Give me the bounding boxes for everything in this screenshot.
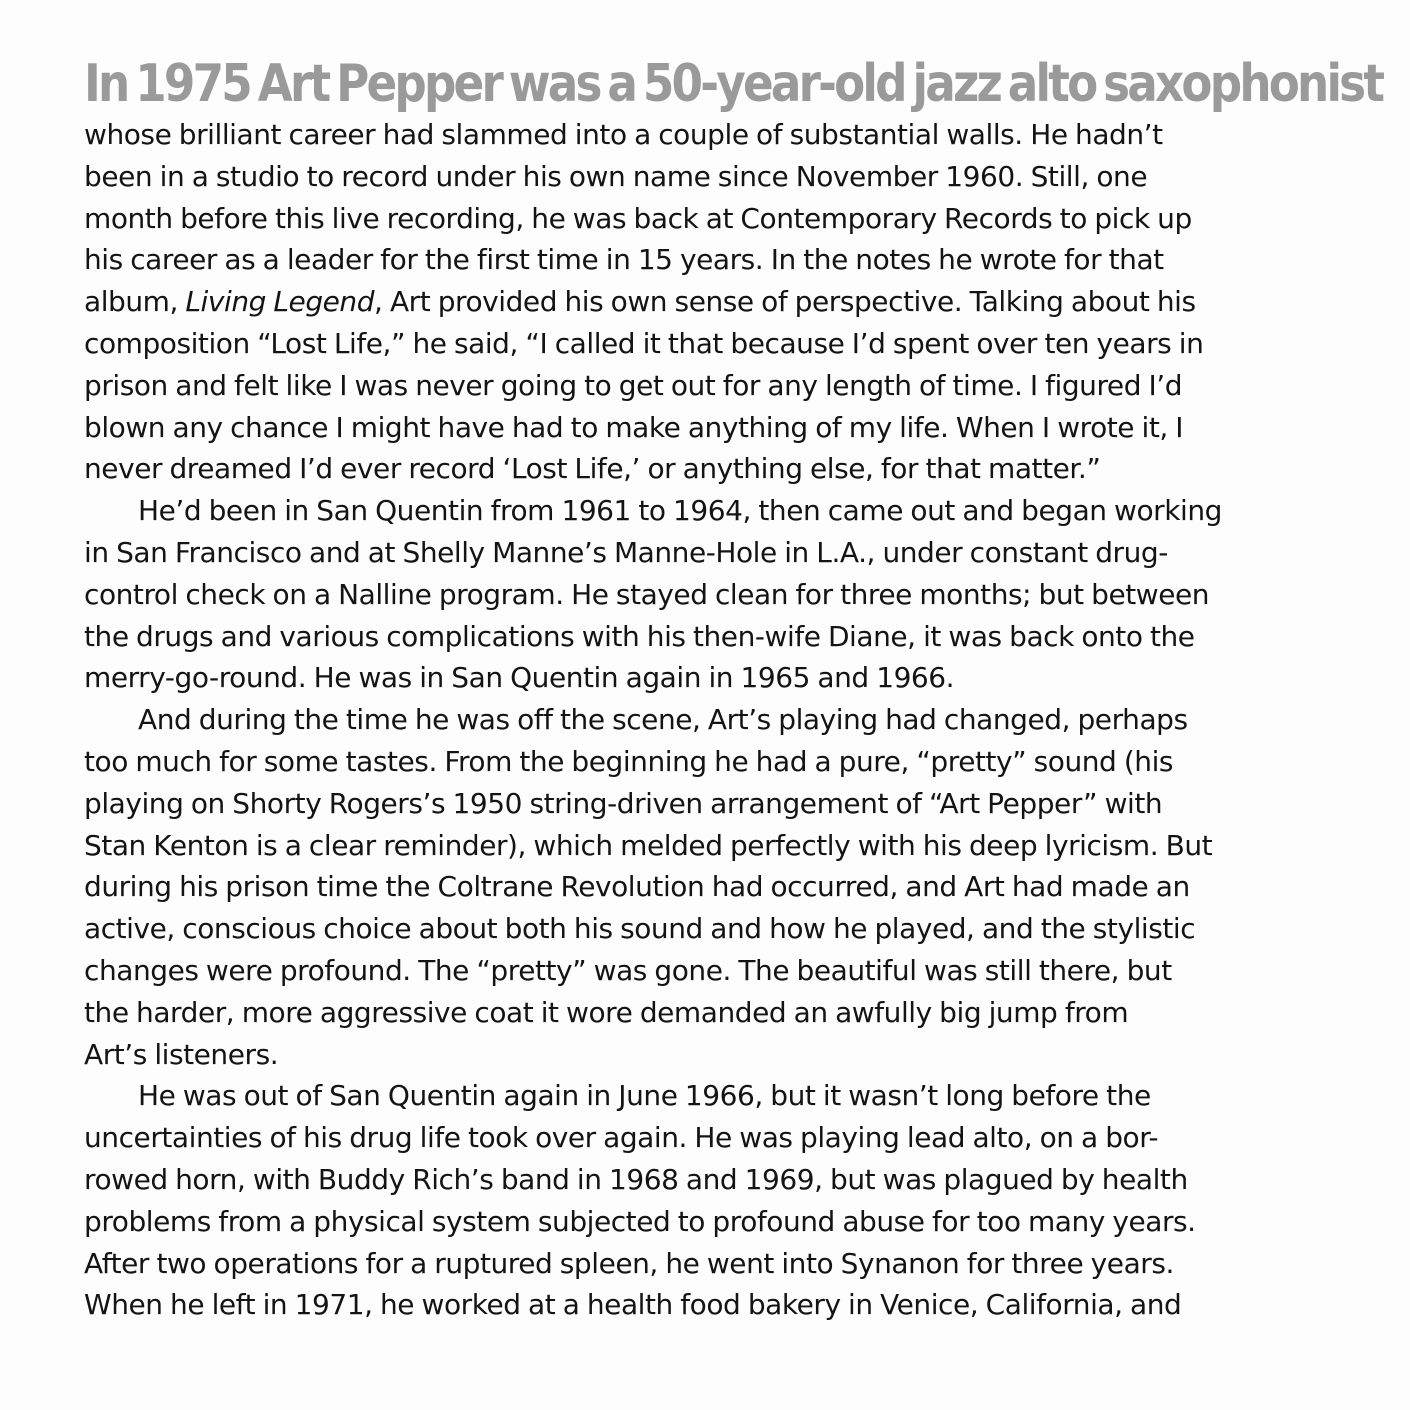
text-line: He’d been in San Quentin from 1961 to 1964, then came out and began working xyxy=(138,494,1222,528)
paragraph-3 xyxy=(84,699,1374,1075)
paragraph-4 xyxy=(84,1075,1374,1326)
text-line: blown any chance I might have had to make anything of my life. When I wrote it, I xyxy=(84,410,1184,444)
text-line: prison and felt like I was never going to get out for any length of time. I figured I’d xyxy=(84,368,1183,402)
text-line: And during the time he was off the scene, Art’s playing had changed, perhaps xyxy=(138,703,1188,737)
text-line: Art’s listeners. xyxy=(84,1037,279,1071)
headline: In 1975 Art Pepper was a 50-year-old jazz alto saxophonist xyxy=(84,54,1383,114)
text-line: never dreamed I’d ever record ‘Lost Life,’ or anything else, for that matter.” xyxy=(84,452,1101,486)
text-line: After two operations for a ruptured spleen, he went into Synanon for three years. xyxy=(84,1246,1174,1280)
text-line: the harder, more aggressive coat it wore demanded an awfully big jump from xyxy=(84,995,1129,1029)
text-line: too much for some tastes. From the beginning he had a pure, “pretty” sound (his xyxy=(84,744,1174,778)
text-fragment: album, xyxy=(84,285,186,319)
text-line: Stan Kenton is a clear reminder), which melded perfectly with his deep lyricism. But xyxy=(84,828,1213,862)
text-line: whose brilliant career had slammed into a couple of substantial walls. He hadn’t xyxy=(84,118,1163,151)
text-line: composition “Lost Life,” he said, “I called it that because I’d spent over ten years in xyxy=(84,326,1204,360)
text-line: control check on a Nalline program. He stayed clean for three months; but between xyxy=(84,577,1210,611)
text-line: in San Francisco and at Shelly Manne’s Manne-Hole in L.A., under constant drug- xyxy=(84,535,1168,569)
text-line: merry-go-round. He was in San Quentin again in 1965 and 1966. xyxy=(84,661,955,695)
text-line: rowed horn, with Buddy Rich’s band in 1968 and 1969, but was plagued by health xyxy=(84,1162,1188,1196)
body-text xyxy=(84,114,1374,1326)
text-line: He was out of San Quentin again in June 1966, but it wasn’t long before the xyxy=(138,1079,1151,1113)
text-line: uncertainties of his drug life took over again. He was playing lead alto, on a bor- xyxy=(84,1121,1159,1155)
text-line: been in a studio to record under his own name since November 1960. Still, one xyxy=(84,159,1148,193)
text-line: the drugs and various complications with his then-wife Diane, it was back onto the xyxy=(84,619,1195,653)
text-line: When he left in 1971, he worked at a health food bakery in Venice, California, and xyxy=(84,1288,1182,1322)
text-line: problems from a physical system subjected to profound abuse for too many years. xyxy=(84,1204,1196,1238)
text-line: month before this live recording, he was back at Contemporary Records to pick up xyxy=(84,201,1192,235)
paragraph-1 xyxy=(84,114,1374,490)
text-line: active, conscious choice about both his sound and how he played, and the stylistic xyxy=(84,912,1196,946)
text-fragment: , Art provided his own sense of perspective. Talking about his xyxy=(374,285,1196,319)
text-line: during his prison time the Coltrane Revolution had occurred, and Art had made an xyxy=(84,870,1190,904)
album-title: Living Legend xyxy=(185,285,375,319)
text-line xyxy=(84,281,1374,323)
text-line: his career as a leader for the first time in 15 years. In the notes he wrote for that xyxy=(84,243,1164,277)
text-line: playing on Shorty Rogers’s 1950 string-driven arrangement of “Art Pepper” with xyxy=(84,786,1163,820)
paragraph-2 xyxy=(84,490,1374,699)
text-line: changes were profound. The “pretty” was gone. The beautiful was still there, but xyxy=(84,953,1172,987)
